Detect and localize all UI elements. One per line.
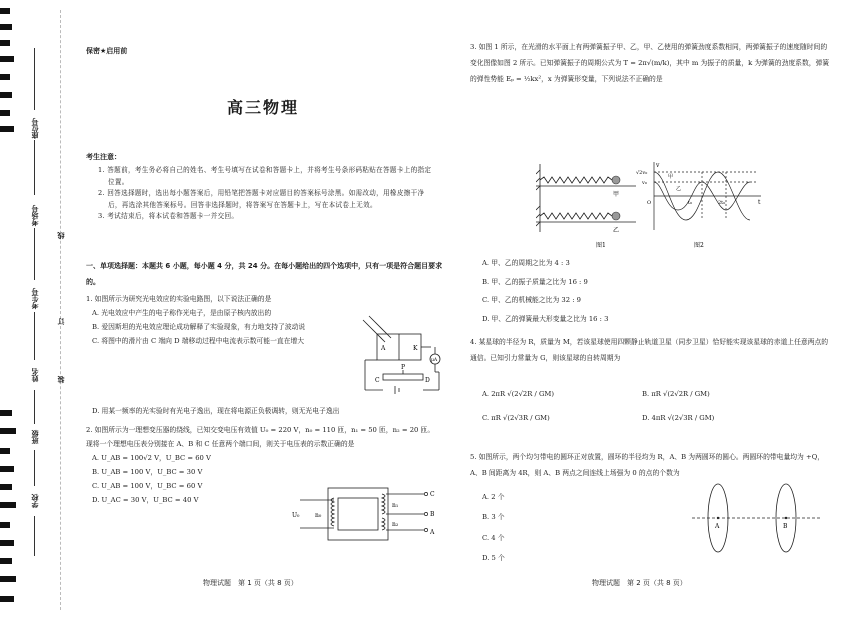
barcode-bar bbox=[0, 484, 12, 490]
option-d: D. 甲、乙的弹簧最大形变量之比为 16 : 3 bbox=[482, 315, 609, 324]
label-b: B bbox=[783, 523, 788, 530]
label-yi: 乙 bbox=[613, 227, 620, 234]
tick-sqrt2v0: √2v₀ bbox=[636, 170, 648, 176]
barcode-strip bbox=[0, 0, 16, 622]
question-5-options bbox=[476, 487, 596, 569]
label-u0: U₀ bbox=[292, 512, 300, 519]
field-name: 姓名 bbox=[31, 368, 39, 382]
field-class: 班级 bbox=[31, 430, 39, 444]
field-room: 考场号 bbox=[31, 205, 39, 226]
question-stem: 4. 某星球的半径为 R，质量为 M，若该星球使用四颗静止轨道卫星（同步卫星）恰好能实现该星球的赤道上任意两点的通信。已知引力常量为 G，则该星球的自转周期为 bbox=[470, 338, 829, 362]
barcode-bar bbox=[0, 56, 14, 62]
option-c: C. U_AB = 100 V，U_BC = 60 V bbox=[92, 481, 203, 490]
fold-line bbox=[60, 10, 61, 610]
question-1-option-d bbox=[86, 405, 446, 419]
fig1-label: 图1 bbox=[596, 242, 606, 249]
question-stem: 5. 如图所示，两个均匀带电的圆环正对放置，圆环的半径均为 R，A、B 为两圆环的圆心。两圆环的带电量均为 +Q，A、B 间距离为 4R，则 A、B 两点之间连线上场强为 0 的点的个数为 bbox=[470, 453, 825, 477]
notice-item: 3. 考试结束后，将本试卷和答题卡一并交回。 bbox=[98, 212, 239, 221]
question-stem: 2. 如图所示为一理想变压器的绕线，已知交变电压有效值 U₀ = 220 V，n₀ = 110 匝，n₁ = 50 匝，n₂ = 20 匝。现将一个理想电压表分别接在 A、B 和 C 任意两个端口间，则关于电压表的示数正确的是 bbox=[86, 426, 435, 448]
cut-mark-bind: 装 bbox=[57, 376, 65, 383]
notice-list bbox=[98, 165, 438, 223]
axis-v: v bbox=[656, 162, 660, 169]
fig2-label: 图2 bbox=[694, 242, 704, 249]
option-b: B. U_AB = 100 V，U_BC = 30 V bbox=[92, 467, 203, 476]
binding-strip bbox=[0, 0, 70, 622]
barcode-bar bbox=[0, 522, 10, 528]
label-k: K bbox=[413, 345, 418, 352]
blank-line bbox=[34, 228, 35, 280]
cut-mark-order: 订 bbox=[57, 318, 65, 325]
blank-line bbox=[34, 140, 35, 195]
option-b: B. 甲、乙的振子质量之比为 16 : 9 bbox=[482, 277, 588, 286]
cut-mark-line: 线 bbox=[57, 232, 65, 239]
label-a: A bbox=[381, 345, 386, 352]
option-d: D. 4πR √(2√3R / GM) bbox=[642, 414, 715, 423]
question-4-options bbox=[476, 382, 836, 431]
label-microammeter: μA bbox=[431, 358, 438, 363]
barcode-bar bbox=[0, 40, 10, 46]
label-p: P bbox=[401, 364, 406, 371]
option-d: D. 5 个 bbox=[482, 554, 505, 563]
blank-line bbox=[34, 450, 35, 486]
footer-left: 物理试题 第 1 页（共 8 页） bbox=[203, 579, 298, 587]
option-b: B. 爱因斯坦的光电效应理论成功解释了实验现象，有力地支持了波动说 bbox=[92, 322, 306, 331]
label-c: C bbox=[375, 377, 380, 384]
barcode-bar bbox=[0, 558, 12, 564]
notice-item: 2. 回答选择题时，选出每小题答案后，用铅笔把答题卡对应题目的答案标号涂黑。如需改动，用橡皮擦干净后，再选涂其他答案标号。回答非选择题时，将答案写在答题卡上，写在本试卷上无效。 bbox=[98, 189, 425, 209]
axis-t: t bbox=[758, 199, 761, 206]
option-a: A. 2 个 bbox=[482, 493, 505, 501]
blank-line bbox=[34, 390, 35, 424]
question-3 bbox=[470, 40, 832, 88]
field-exam-no: 考生号 bbox=[31, 288, 39, 309]
option-b: B. πR √(2√2R / GM) bbox=[642, 390, 710, 398]
label-b: B bbox=[430, 511, 435, 518]
option-a: A. 2πR √(2√2R / GM) bbox=[482, 390, 555, 398]
barcode-bar bbox=[0, 576, 16, 582]
question-3-options bbox=[476, 254, 776, 329]
photoelectric-circuit-figure bbox=[355, 312, 445, 402]
footer-right: 物理试题 第 2 页（共 8 页） bbox=[592, 579, 687, 587]
blank-line bbox=[34, 312, 35, 360]
option-b: B. 3 个 bbox=[482, 513, 505, 522]
barcode-bar bbox=[0, 466, 14, 472]
velocity-time-graph bbox=[636, 160, 766, 250]
barcode-bar bbox=[0, 448, 10, 454]
barcode-bar bbox=[0, 24, 12, 30]
label-n0: n₀ bbox=[315, 512, 322, 519]
notice-heading: 考生注意： bbox=[86, 153, 121, 161]
barcode-bar bbox=[0, 502, 16, 508]
label-n1: n₁ bbox=[392, 502, 399, 509]
tick-2t0: 2t₀ bbox=[718, 200, 726, 206]
tick-t0: t₀ bbox=[688, 200, 693, 206]
charged-rings-figure bbox=[690, 478, 830, 558]
label-a: A bbox=[715, 523, 720, 530]
label-c: C bbox=[430, 491, 435, 498]
blank-line bbox=[34, 48, 35, 110]
label-d: D bbox=[425, 377, 430, 384]
option-c: C. 甲、乙的机械能之比为 32 : 9 bbox=[482, 296, 581, 305]
option-d: D. U_AC = 30 V，U_BC = 40 V bbox=[92, 495, 199, 504]
field-seat: 座位号 bbox=[31, 118, 39, 139]
barcode-bar bbox=[0, 126, 14, 132]
question-stem: 3. 如图 1 所示，在光滑的水平面上有两弹簧振子甲、乙，甲、乙使用的弹簧劲度系数相同，两弹簧振子的速度随时间的变化图像如图 2 所示。已知弹簧振子的周期公式为 T = 2π√(m/k)，其中 m 为振子的质量，k 为弹簧的劲度系数，弹簧的弹性势能 Eₚ = ½kx²，x 为弹簧形变量，下列说法不正确的是 bbox=[470, 43, 830, 83]
barcode-bar bbox=[0, 410, 12, 416]
notice-item: 1. 答题前，考生务必将自己的姓名、考生号填写在试卷和答题卡上，并将考生号条形码粘贴在答题卡上的指定位置。 bbox=[98, 166, 432, 186]
question-1 bbox=[86, 293, 368, 349]
spring-oscillator-figure bbox=[536, 160, 636, 250]
barcode-bar bbox=[0, 74, 10, 80]
barcode-bar bbox=[0, 92, 12, 98]
barcode-bar bbox=[0, 8, 10, 14]
curve-jia: 甲 bbox=[668, 174, 674, 180]
section-heading: 一、单项选择题：本题共 6 小题，每小题 4 分，共 24 分。在每小题给出的四个选项中，只有一项是符合题目要求的。 bbox=[86, 262, 443, 287]
option-a: A. U_AB = 100√2 V，U_BC = 60 V bbox=[92, 453, 211, 462]
label-a: A bbox=[430, 529, 435, 536]
question-stem: 1. 如图所示为研究光电效应的实验电路图，以下说法正确的是 bbox=[86, 295, 272, 303]
question-4 bbox=[470, 335, 832, 367]
tick-v0: v₀ bbox=[642, 180, 647, 186]
origin: O bbox=[647, 200, 652, 206]
transformer-figure bbox=[290, 482, 440, 552]
option-d: D. 用某一频率的光实验时有光电子逸出，现在将电源正负极调转，则无光电子逸出 bbox=[92, 407, 340, 415]
page-title: 高三物理 bbox=[226, 98, 299, 117]
barcode-bar bbox=[0, 428, 16, 434]
barcode-bar bbox=[0, 540, 14, 546]
option-a: A. 甲、乙的周期之比为 4 : 3 bbox=[482, 259, 570, 267]
curve-yi: 乙 bbox=[676, 186, 682, 192]
option-c: C. πR √(2√3R / GM) bbox=[482, 414, 550, 423]
barcode-bar bbox=[0, 596, 14, 602]
blank-line bbox=[34, 516, 35, 556]
option-c: C. 将图中的滑片由 C 端向 D 端移动过程中电流表示数可能一直在增大 bbox=[92, 336, 305, 345]
barcode-bar bbox=[0, 110, 10, 116]
secret-label: 保密★启用前 bbox=[86, 47, 128, 55]
option-a: A. 光电效应中产生的电子称作光电子，是由原子核内放出的 bbox=[92, 308, 272, 317]
label-n2: n₂ bbox=[392, 521, 399, 528]
label-jia: 甲 bbox=[613, 191, 620, 198]
option-c: C. 4 个 bbox=[482, 533, 505, 542]
field-school: 学校 bbox=[31, 494, 39, 508]
